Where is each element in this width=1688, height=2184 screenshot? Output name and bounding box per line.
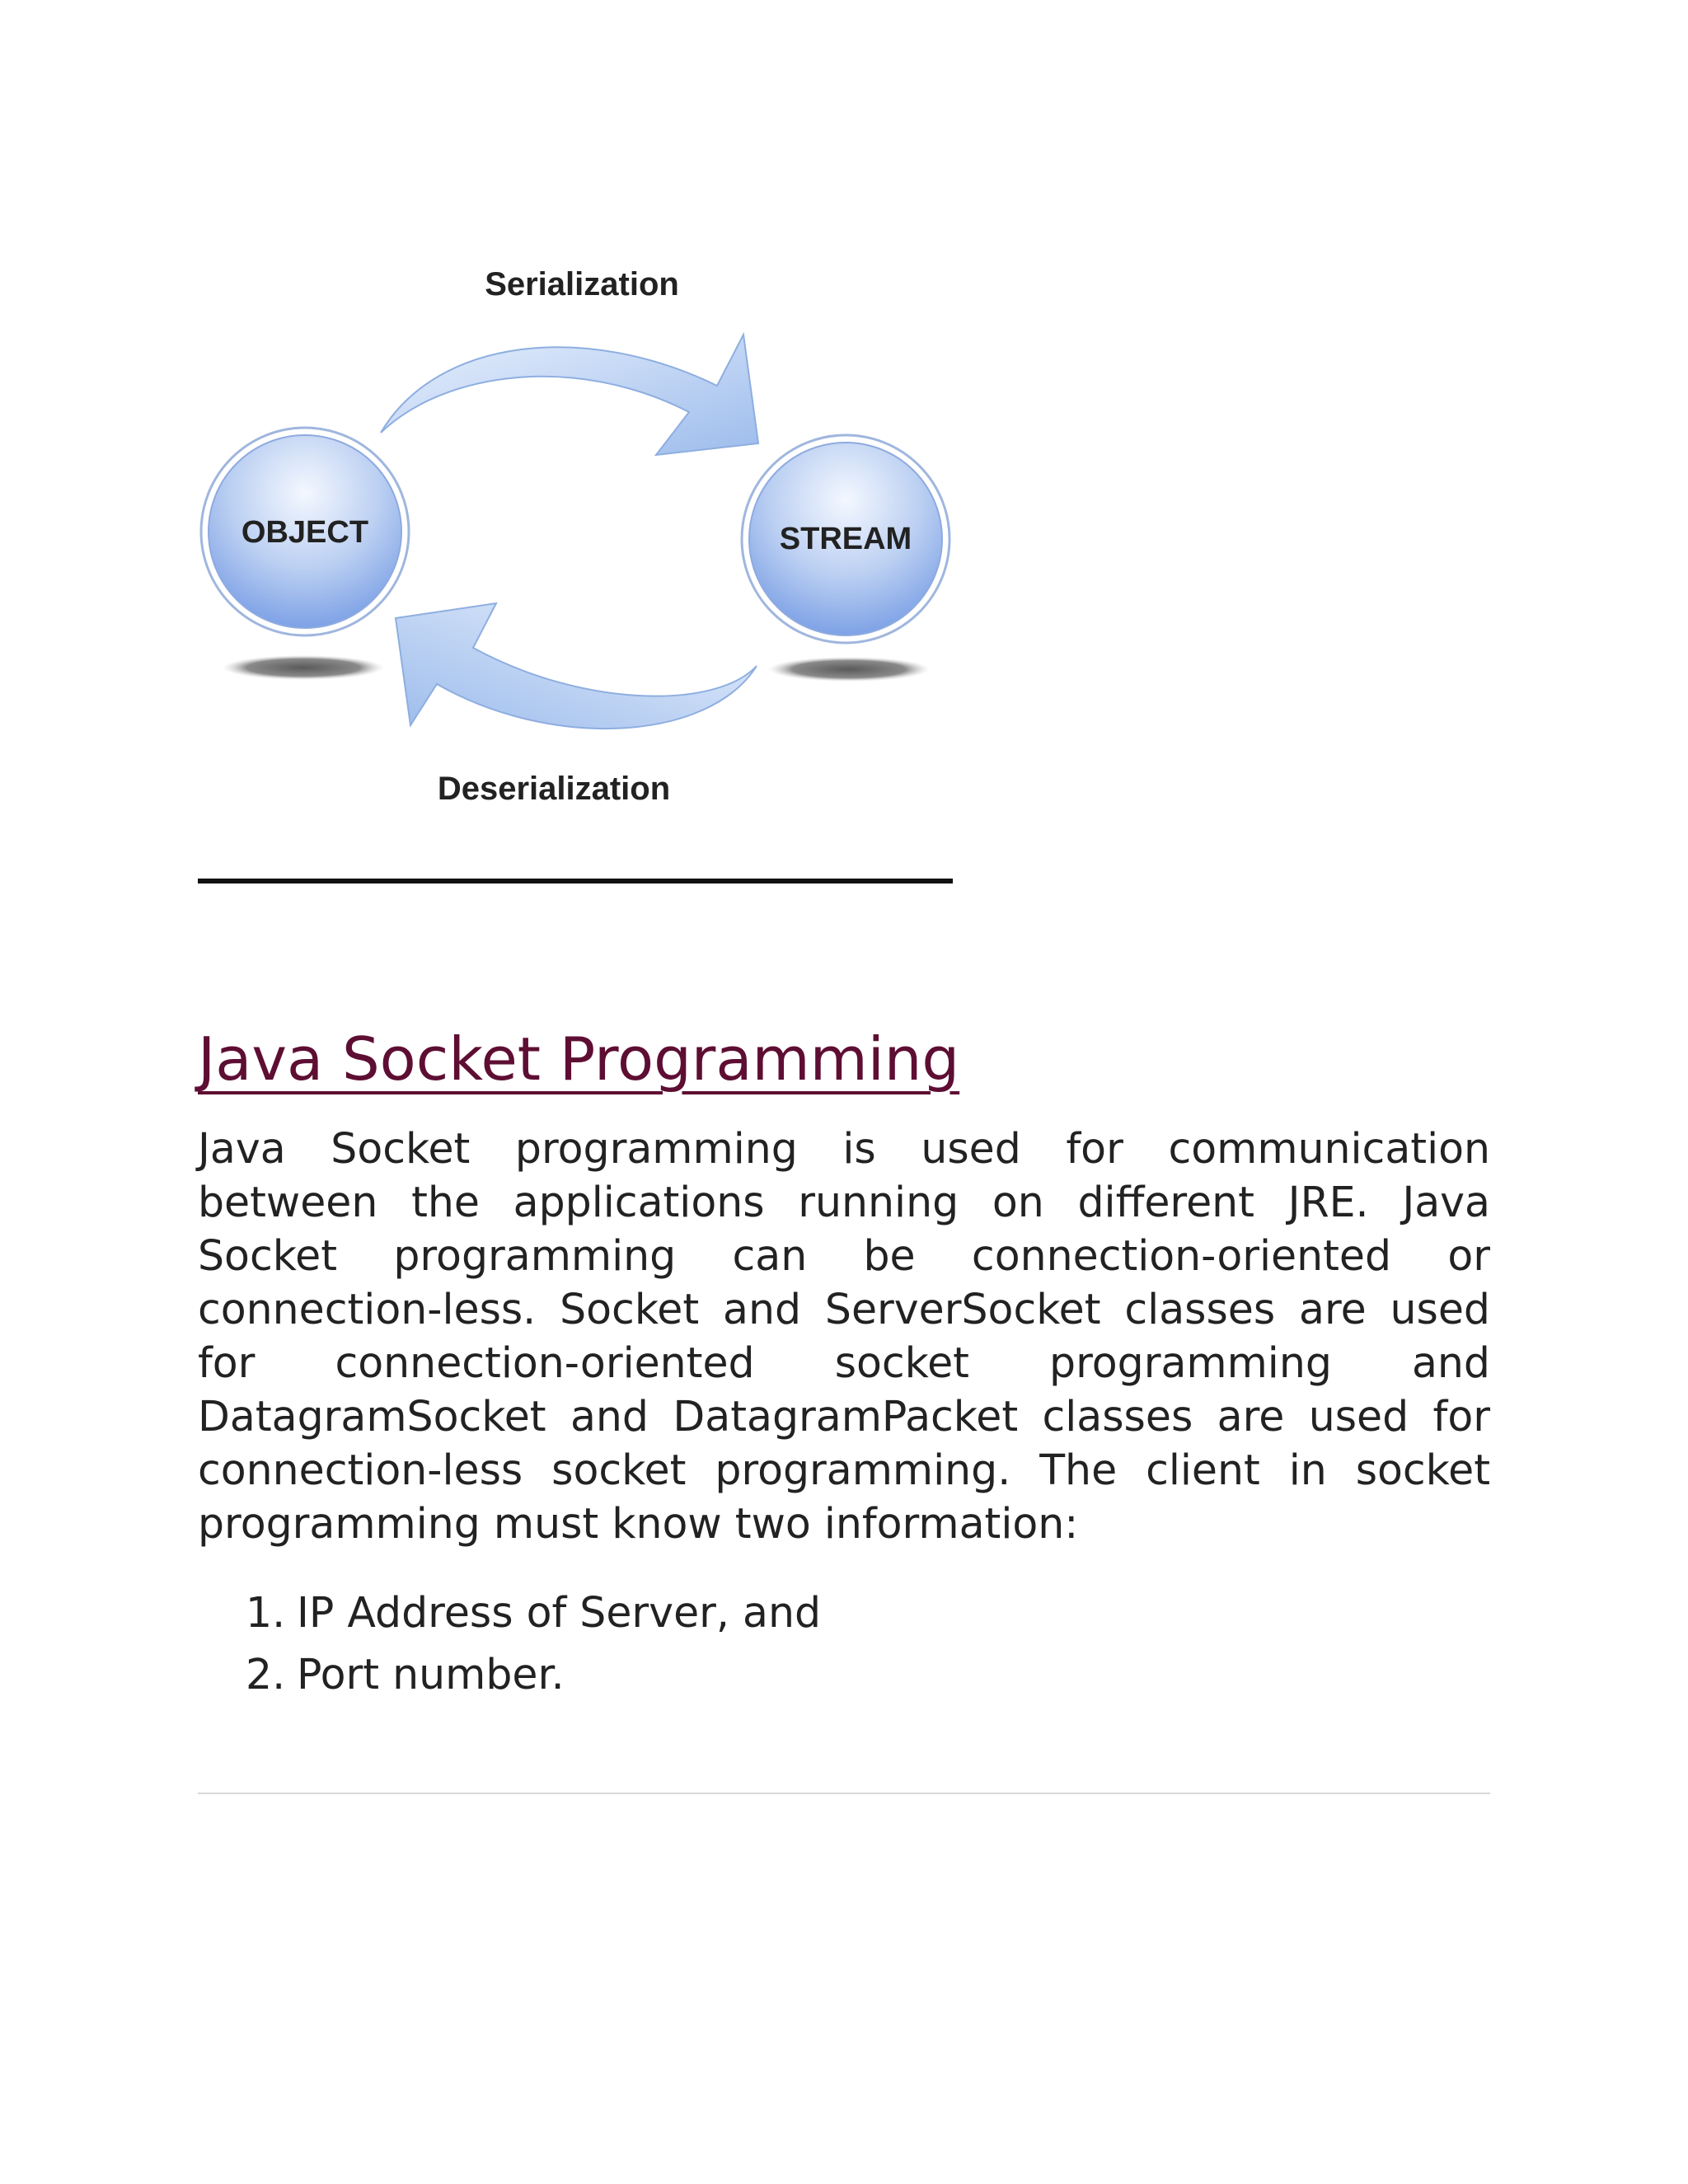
info-list (198, 1582, 1490, 1705)
serialization-diagram (190, 247, 981, 841)
deserialization-arrow (396, 603, 757, 729)
page-title[interactable]: Java Socket Programming (198, 1024, 960, 1094)
serialization-arrow (381, 335, 758, 455)
list-item: IP Address of Server, and (297, 1588, 822, 1637)
bottom-divider (198, 1793, 1490, 1794)
deserialization-label: Deserialization (437, 771, 671, 807)
article-paragraph: Java Socket programming is used for communication between the applications running on different JRE. Java Socket programming can be connection-oriented or connection-less. Socket and ServerSocket classes are used for connection-oriented socket programming and DatagramSocket and DatagramPacket classes are used for connection-less socket programming. The client in socket programming must know two information: (198, 1124, 1490, 1548)
object-node-label: OBJECT (241, 515, 369, 550)
figure-divider (198, 879, 953, 883)
stream-node-label: STREAM (779, 522, 912, 556)
object-shadow (223, 655, 384, 680)
serialization-label: Serialization (485, 266, 679, 302)
list-item: Port number. (297, 1650, 565, 1699)
article (198, 1018, 1490, 1705)
stream-shadow (768, 657, 930, 682)
